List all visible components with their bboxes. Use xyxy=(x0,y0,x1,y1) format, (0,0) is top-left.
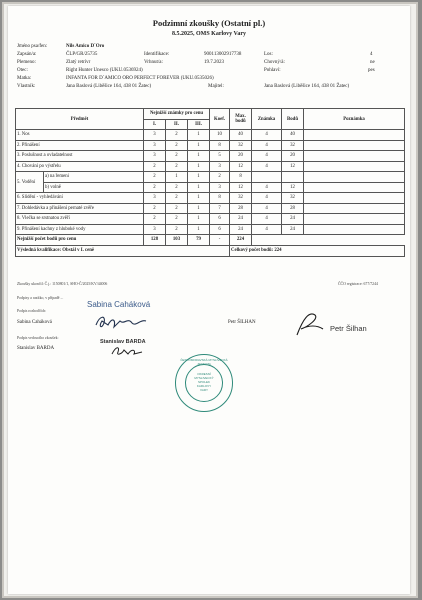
note-value xyxy=(304,193,405,204)
points-value: 28 xyxy=(282,203,304,214)
subject-sub-name: b) volně xyxy=(44,182,144,193)
min-prize-1: 3 xyxy=(144,130,166,141)
mark-value: 4 xyxy=(252,151,282,162)
identification-value: 900113002917738 xyxy=(204,52,242,57)
subject-name: 6. Slídění - vyhledávání xyxy=(16,193,144,204)
header-coef: Koef. xyxy=(210,109,230,130)
breed-label: Plemeno: xyxy=(17,60,36,65)
judge-1-name: Sabina Caháková xyxy=(17,320,52,325)
stamp-line-5: VARY xyxy=(200,388,208,392)
subject-name: 3. Poslušnost a ovladatelnost xyxy=(16,151,144,162)
subject-name: 2. Přinášení xyxy=(16,140,144,151)
min-prize-1: 2 xyxy=(144,161,166,172)
dam-value: INFANTA FOR D´AMICO ORO PERFECT FOREVER (UKU.0535026) xyxy=(66,76,214,81)
empty-cell xyxy=(252,235,405,246)
points-value: 32 xyxy=(282,140,304,151)
owner-label: Vlastník: xyxy=(17,84,36,89)
coef-value: 6 xyxy=(210,224,230,235)
breeding-value: ne xyxy=(370,60,375,65)
points-value: 24 xyxy=(282,214,304,225)
min-prize-1: 2 xyxy=(144,172,166,183)
min-prize-2: 2 xyxy=(166,214,188,225)
mark-value: 4 xyxy=(252,182,282,193)
header-prize-3: III. xyxy=(188,119,210,130)
stamp-outer-text: ČESKOMORAVSKÁ MYSLIVECKÁ JEDNOTA xyxy=(180,358,228,366)
min-prize-1: 3 xyxy=(144,193,166,204)
table-row xyxy=(16,214,405,225)
min-prize-1: 2 xyxy=(144,203,166,214)
stamp-line-1: OKRESNÍ xyxy=(197,372,211,376)
min-points-coef: - xyxy=(210,235,230,246)
max-value: 12 xyxy=(230,182,252,193)
subject-name: 7. Dohledávka a přinášení pernaté zvěře xyxy=(16,203,144,214)
min-points-prize-2: 103 xyxy=(166,235,188,246)
table-row xyxy=(16,172,405,183)
dog-name-label: Jméno psa/fen: xyxy=(17,44,48,49)
page-title: Podzimní zkoušky (Ostatní pl.) xyxy=(152,18,266,28)
table-row xyxy=(16,203,405,214)
min-prize-2: 2 xyxy=(166,203,188,214)
header-prize-1: I. xyxy=(144,119,166,130)
note-value xyxy=(304,203,405,214)
min-prize-1: 3 xyxy=(144,140,166,151)
page-subtitle: 8.5.2025, OMS Karlovy Vary xyxy=(171,31,246,37)
petr-signature xyxy=(293,309,329,339)
sex-label: Pohlaví: xyxy=(264,68,281,73)
table-row xyxy=(16,161,405,172)
points-value: 40 xyxy=(282,130,304,141)
leader-label: Podpis vedoucího zkoušek: xyxy=(17,336,59,340)
note-value xyxy=(304,151,405,162)
identification-label: Identifikace: xyxy=(144,52,170,57)
points-value xyxy=(282,172,304,183)
min-prize-2: 2 xyxy=(166,224,188,235)
points-value: 20 xyxy=(282,151,304,162)
min-prize-2: 2 xyxy=(166,151,188,162)
min-prize-1: 3 xyxy=(144,224,166,235)
min-points-prize-1: 128 xyxy=(144,235,166,246)
note-value xyxy=(304,224,405,235)
min-prize-2: 2 xyxy=(166,193,188,204)
final-qualification: Výsledná kvalifikace: Obstál v I. ceně xyxy=(16,245,230,256)
min-prize-3: 1 xyxy=(188,151,210,162)
sex-value: pes xyxy=(368,68,375,73)
header-note: Poznámka xyxy=(304,109,405,130)
coef-value: 7 xyxy=(210,203,230,214)
mark-value: 4 xyxy=(252,203,282,214)
sire-label: Otec: xyxy=(17,68,28,73)
max-value: 24 xyxy=(230,224,252,235)
judges-label: Podpis rozhodčích: xyxy=(17,309,47,313)
mark-value xyxy=(252,172,282,183)
min-prize-2: 2 xyxy=(166,140,188,151)
sire-value: Right Hunter Unesco (UKU.0536924) xyxy=(66,68,143,73)
min-prize-3: 1 xyxy=(188,140,210,151)
subject-name: 1. Nos xyxy=(16,130,144,141)
min-prize-3: 1 xyxy=(188,224,210,235)
footnote-right: ČČO registrace: 677/7244 xyxy=(338,282,378,286)
born-label: Vrhnut/a: xyxy=(144,60,163,65)
header-max: Max. bodů xyxy=(230,109,252,130)
table-row xyxy=(16,182,405,193)
coef-value: 10 xyxy=(210,130,230,141)
subject-name: 8. Vlečka se srstnatou zvěří xyxy=(16,214,144,225)
breeding-label: Chovný/á: xyxy=(264,60,285,65)
breed-value: Zlatý retrívr xyxy=(66,60,91,65)
mark-value: 4 xyxy=(252,193,282,204)
footnote-left: Zkoušky ukončil: Č.j.: 1150801/1, SHO-Č/2025/KV/44006 xyxy=(17,282,108,286)
sabina-signature xyxy=(92,311,150,333)
stamp-line-2: MYSLIVECKÝ xyxy=(194,376,214,380)
note-value xyxy=(304,214,405,225)
document-page xyxy=(8,6,410,594)
subject-name: 9. Přinášení kachny z hluboké vody xyxy=(16,224,144,235)
min-prize-1: 3 xyxy=(144,151,166,162)
min-prize-3: 1 xyxy=(188,172,210,183)
mark-value: 4 xyxy=(252,161,282,172)
note-value xyxy=(304,130,405,141)
mark-value: 4 xyxy=(252,214,282,225)
stamp-line-4: KARLOVY xyxy=(196,384,212,388)
mark-value: 4 xyxy=(252,130,282,141)
petr-printed-name: Petr Šilhan xyxy=(330,324,367,333)
table-row xyxy=(16,140,405,151)
score-table xyxy=(15,108,405,257)
mark-value: 4 xyxy=(252,224,282,235)
registered-value: ČLP/GR/25735 xyxy=(66,52,98,57)
holder-value: Jana Baslová (Liběšice 164, 438 01 Žatec) xyxy=(264,84,350,89)
points-value: 12 xyxy=(282,161,304,172)
coef-value: 5 xyxy=(210,151,230,162)
registered-label: Zapsán/a: xyxy=(17,52,37,57)
note-value xyxy=(304,172,405,183)
points-value: 24 xyxy=(282,224,304,235)
max-value: 32 xyxy=(230,140,252,151)
owner-value: Jana Baslová (Liběšice 164, 438 01 Žatec) xyxy=(66,84,152,89)
header-points: Bodů xyxy=(282,109,304,130)
min-prize-3: 1 xyxy=(188,182,210,193)
stanislav-signature xyxy=(110,344,144,358)
lot-value: 4 xyxy=(370,52,373,57)
header-mark: Známka xyxy=(252,109,282,130)
note-value xyxy=(304,182,405,193)
min-points-label: Nejnižší počet bodů pro cenu xyxy=(16,235,144,246)
min-prize-2: 2 xyxy=(166,161,188,172)
subject-name-leading: 5. Vodění xyxy=(16,172,44,193)
stanislav-printed-name: Stanislav BARDA xyxy=(100,339,146,345)
subject-sub-name: a) na řemeni xyxy=(44,172,144,183)
points-value: 12 xyxy=(282,182,304,193)
coef-value: 3 xyxy=(210,182,230,193)
table-row xyxy=(16,193,405,204)
mark-value: 4 xyxy=(252,140,282,151)
subject-name: 4. Chování po výstřelu xyxy=(16,161,144,172)
coef-value: 8 xyxy=(210,193,230,204)
dog-name-value: Nils Amico D´Oro xyxy=(66,44,105,49)
min-prize-2: 1 xyxy=(166,172,188,183)
stamp-line-3: SPOLEK xyxy=(197,380,210,384)
header-subject: Předmět xyxy=(16,109,144,130)
coef-value: 8 xyxy=(210,140,230,151)
signatures-note: Podpisy a razítko, v případě ... xyxy=(17,296,64,300)
max-value: 12 xyxy=(230,161,252,172)
max-value: 40 xyxy=(230,130,252,141)
min-prize-2: 2 xyxy=(166,182,188,193)
born-value: 19.7.2023 xyxy=(204,60,224,65)
min-prize-3: 1 xyxy=(188,130,210,141)
official-stamp xyxy=(175,354,233,412)
table-row xyxy=(16,151,405,162)
max-value: 28 xyxy=(230,203,252,214)
sabina-printed-name: Sabina Caháková xyxy=(87,300,151,309)
max-value: 24 xyxy=(230,214,252,225)
min-prize-1: 2 xyxy=(144,214,166,225)
holder-label: Majitel: xyxy=(208,84,224,89)
note-value xyxy=(304,161,405,172)
total-points: Celkový počet bodů: 224 xyxy=(230,245,405,256)
header-min-marks: Nejnižší známky pro cenu xyxy=(144,109,210,120)
table-row xyxy=(16,224,405,235)
min-prize-3: 1 xyxy=(188,203,210,214)
note-value xyxy=(304,140,405,151)
min-prize-1: 2 xyxy=(144,182,166,193)
min-prize-2: 2 xyxy=(166,130,188,141)
min-prize-3: 1 xyxy=(188,161,210,172)
coef-value: 6 xyxy=(210,214,230,225)
points-value: 32 xyxy=(282,193,304,204)
lot-label: Los: xyxy=(264,52,273,57)
coef-value: 2 xyxy=(210,172,230,183)
min-points-prize-3: 79 xyxy=(188,235,210,246)
max-value: 32 xyxy=(230,193,252,204)
min-points-max: 224 xyxy=(230,235,252,246)
leader-name: Stanislav BARDA xyxy=(17,346,55,351)
judge-2-name: Petr ŠILHAN xyxy=(228,320,256,325)
stamp-inner-circle xyxy=(185,364,223,402)
table-row xyxy=(16,130,405,141)
min-prize-3: 1 xyxy=(188,214,210,225)
table-row xyxy=(16,245,405,256)
min-prize-3: 1 xyxy=(188,193,210,204)
coef-value: 3 xyxy=(210,161,230,172)
max-value: 8 xyxy=(230,172,252,183)
table-row xyxy=(16,235,405,246)
dam-label: Matka: xyxy=(17,76,32,81)
header-prize-2: II. xyxy=(166,119,188,130)
max-value: 20 xyxy=(230,151,252,162)
